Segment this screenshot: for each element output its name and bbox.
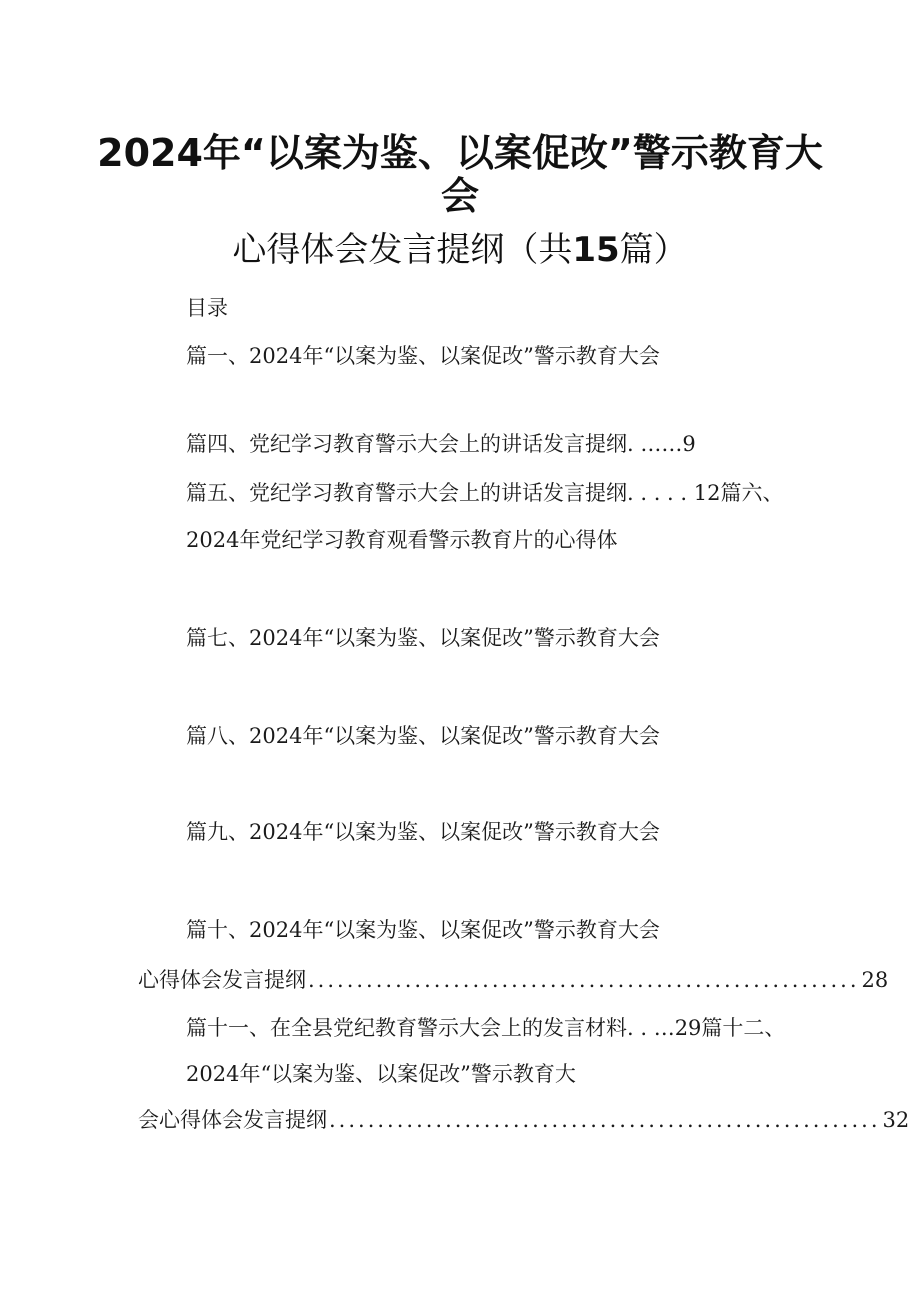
toc-heading: 目录	[186, 296, 228, 320]
toc-entry-12[interactable]: 2024年“以案为鉴、以案促改”警示教育大	[186, 1062, 576, 1086]
toc-entry-10[interactable]: 篇十、2024年“以案为鉴、以案促改”警示教育大会	[186, 918, 660, 942]
toc-entry-6[interactable]: 2024年党纪学习教育观看警示教育片的心得体	[186, 528, 618, 552]
toc-entry-11[interactable]: 篇十一、在全县党纪教育警示大会上的发言材料. . …29篇十二、	[186, 1016, 786, 1040]
toc-entry-text: 心得体会发言提纲	[138, 968, 306, 992]
toc-entry-7[interactable]: 篇七、2024年“以案为鉴、以案促改”警示教育大会	[186, 626, 660, 650]
toc-leader-dots: .........................................................	[308, 968, 860, 992]
toc-leader-dots: .........................................................	[329, 1108, 881, 1132]
toc-page-number: 32	[882, 1108, 910, 1132]
title-prefix: 心得体会发言提纲（共	[232, 230, 573, 270]
toc-entry-9[interactable]: 篇九、2024年“以案为鉴、以案促改”警示教育大会	[186, 820, 660, 844]
title-count: 15	[572, 230, 620, 270]
toc-entry-4[interactable]: 篇四、党纪学习教育警示大会上的讲话发言提纲. ……9	[186, 432, 696, 456]
toc-entry-12-continuation[interactable]	[138, 1108, 910, 1132]
document-title-line-3	[0, 222, 920, 271]
toc-entry-text: 会心得体会发言提纲	[138, 1108, 327, 1132]
document-title-line-2: 会	[440, 174, 479, 218]
toc-entry-8[interactable]: 篇八、2024年“以案为鉴、以案促改”警示教育大会	[186, 724, 660, 748]
document-title-line-1: 2024年“以案为鉴、以案促改”警示教育大	[97, 131, 823, 175]
toc-entry-5[interactable]: 篇五、党纪学习教育警示大会上的讲话发言提纲. . . . . 12篇六、	[186, 481, 784, 505]
toc-entry-10-continuation[interactable]	[138, 968, 889, 992]
title-suffix: 篇）	[619, 230, 688, 270]
toc-page-number: 28	[861, 968, 889, 992]
toc-entry-1[interactable]: 篇一、2024年“以案为鉴、以案促改”警示教育大会	[186, 344, 660, 368]
